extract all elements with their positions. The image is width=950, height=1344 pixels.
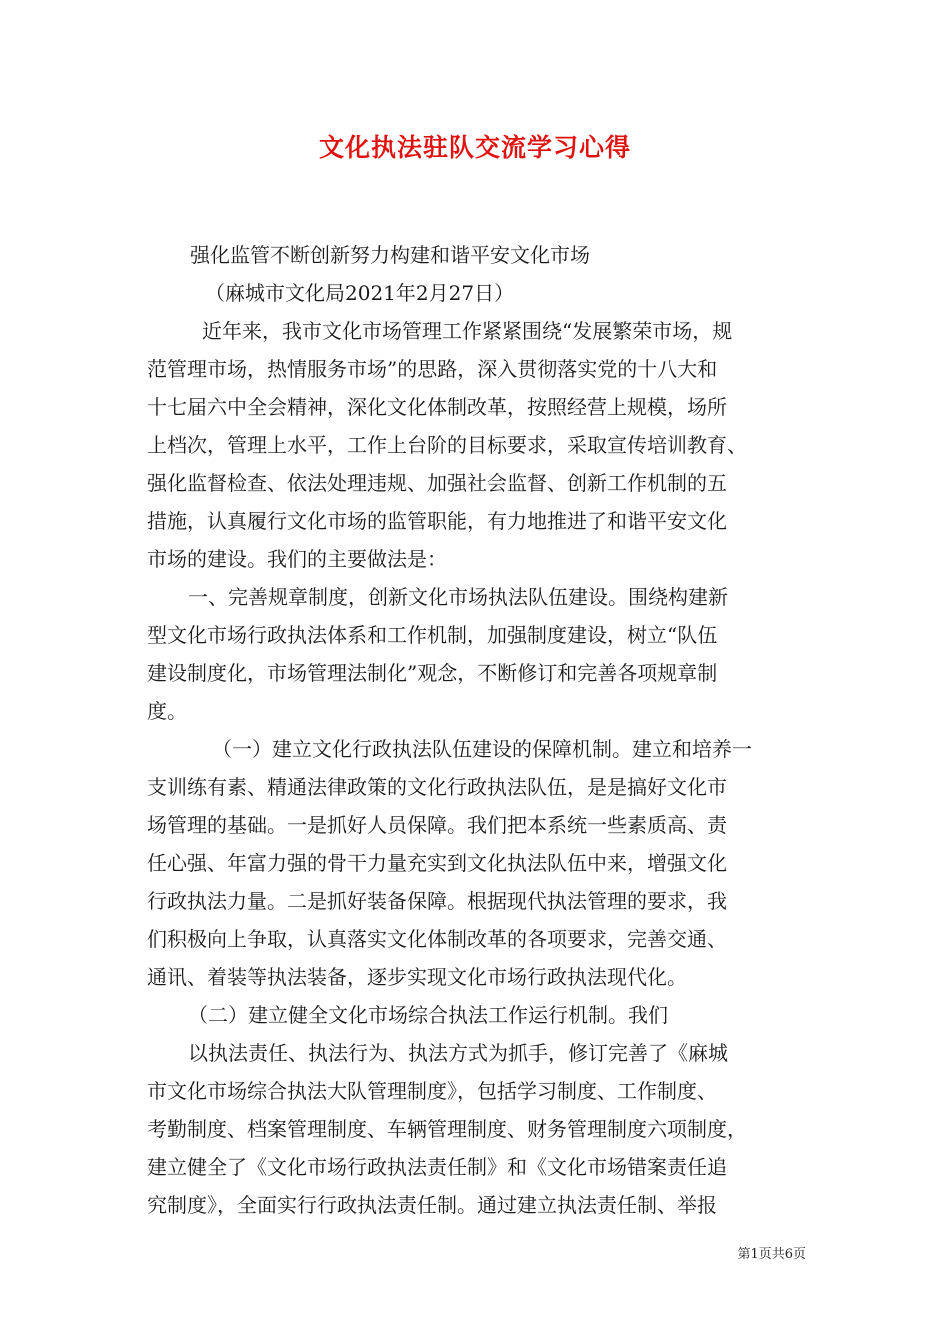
- paragraph-line: 一、完善规章制度，创新文化市场执法队伍建设。围绕构建新: [188, 585, 728, 609]
- paragraph-line: 市场的建设。我们的主要做法是：: [147, 547, 447, 571]
- paragraph-line: 以执法责任、执法行为、执法方式为抓手，修订完善了《麻城: [188, 1041, 728, 1065]
- paragraph-line: 支训练有素、精通法律政策的文化行政执法队伍，是是搞好文化市: [147, 775, 727, 799]
- paragraph-line: 建设制度化，市场管理法制化”观念，不断修订和完善各项规章制: [147, 661, 718, 685]
- paragraph-line: 任心强、年富力强的骨干力量充实到文化执法队伍中来，增强文化: [147, 851, 727, 875]
- paragraph-line: （一）建立文化行政执法队伍建设的保障机制。建立和培养一: [212, 737, 752, 761]
- paragraph-line: 强化监督检查、依法处理违规、加强社会监督、创新工作机制的五: [147, 471, 727, 495]
- paragraph-line: 近年来，我市文化市场管理工作紧紧围绕“发展繁荣市场，规: [202, 319, 733, 343]
- date-line: （麻城市文化局2021年2月27日）: [205, 281, 515, 305]
- paragraph-line: 行政执法力量。二是抓好装备保障。根据现代执法管理的要求，我: [147, 889, 727, 913]
- subtitle-line: 强化监管不断创新努力构建和谐平安文化市场: [190, 243, 590, 267]
- paragraph-line: 范管理市场，热情服务市场”的思路，深入贯彻落实党的十八大和: [147, 357, 718, 381]
- paragraph-line: 究制度》，全面实行行政执法责任制。通过建立执法责任制、举报: [147, 1193, 717, 1217]
- paragraph-line: （二）建立健全文化市场综合执法工作运行机制。我们: [188, 1003, 668, 1027]
- paragraph-line: 通讯、着装等执法装备，逐步实现文化市场行政执法现代化。: [147, 965, 687, 989]
- paragraph-line: 建立健全了《文化市场行政执法责任制》和《文化市场错案责任追: [147, 1155, 727, 1179]
- paragraph-line: 场管理的基础。一是抓好人员保障。我们把本系统一些素质高、责: [147, 813, 727, 837]
- paragraph-line: 十七届六中全会精神，深化文化体制改革，按照经营上规模，场所: [147, 395, 727, 419]
- document-title: 文化执法驻队交流学习心得: [318, 133, 631, 162]
- paragraph-line: 上档次，管理上水平，工作上台阶的目标要求，采取宣传培训教育、: [147, 433, 747, 457]
- paragraph-line: 考勤制度、档案管理制度、车辆管理制度、财务管理制度六项制度，: [147, 1117, 747, 1141]
- paragraph-line: 措施，认真履行文化市场的监管职能，有力地推进了和谐平安文化: [147, 509, 727, 533]
- page-footer: 第1页共6页: [737, 1247, 806, 1262]
- paragraph-line: 市文化市场综合执法大队管理制度》，包括学习制度、工作制度、: [147, 1079, 717, 1103]
- paragraph-line: 度。: [147, 699, 187, 723]
- paragraph-line: 型文化市场行政执法体系和工作机制，加强制度建设，树立“队伍: [147, 623, 718, 647]
- document-body: [147, 236, 817, 1224]
- paragraph-line: 们积极向上争取，认真落实文化体制改革的各项要求，完善交通、: [147, 927, 727, 951]
